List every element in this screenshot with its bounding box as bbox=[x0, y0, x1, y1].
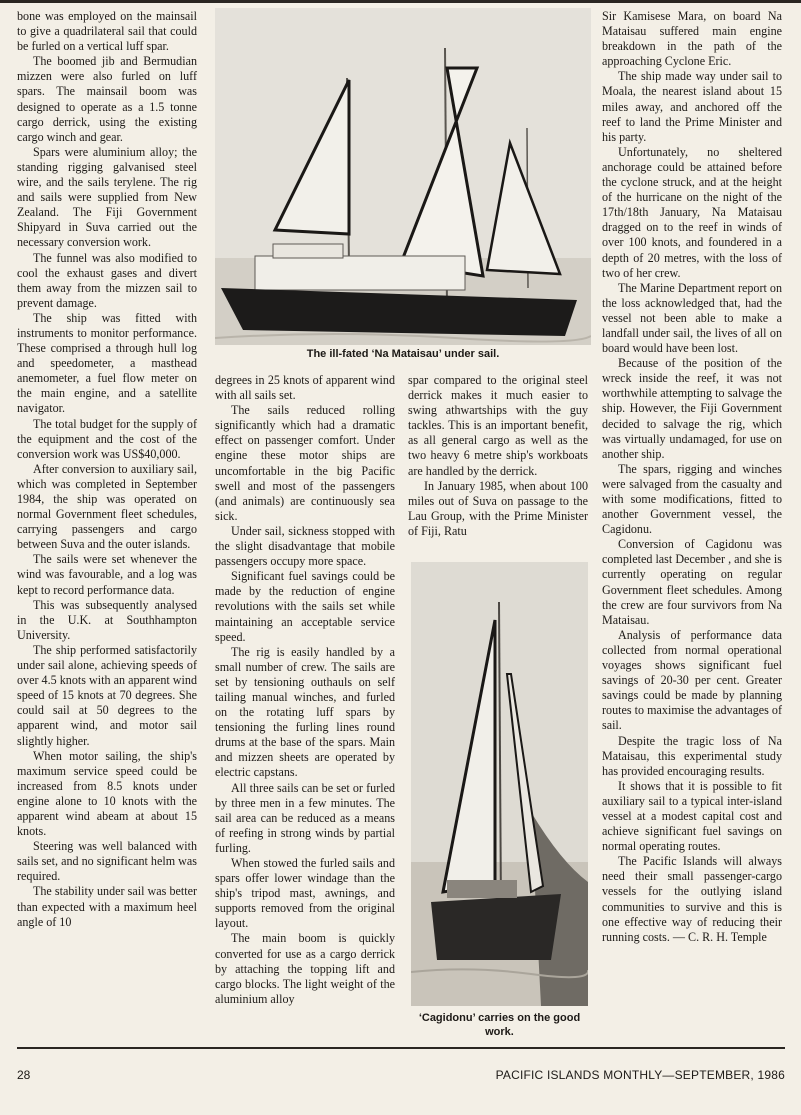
paragraph: The funnel was also modified to cool the exhaust gases and divert them away from the mizzen sail to prevent damage. bbox=[17, 250, 197, 310]
paragraph: This was subsequently analysed in the U.K. at Southhampton University. bbox=[17, 597, 197, 642]
paragraph: The Pacific Islands will always need their small passenger-cargo vessels for the outlying island communities to survive and this is one effective way of reducing their running costs. — C. R. H. Temple bbox=[602, 854, 782, 944]
ship-under-sail-illustration bbox=[215, 8, 591, 345]
article-column-2 bbox=[215, 373, 395, 1007]
paragraph: Unfortunately, no sheltered anchorage could be attained before the cyclone struck, and at the height of the hurricane on the night of the 17th/18th January, Na Mataisau dragged on to the reef in winds of over 100 knots, and foundered in a depth of 20 metres, with the loss of two of her crew. bbox=[602, 144, 782, 280]
ship-cagidonu-illustration bbox=[411, 562, 588, 1006]
paragraph: The boomed jib and Bermudian mizzen were also furled on luff spars. The mainsail boom was designed to operate as a 1.5 tonne cargo derrick, using the existing cargo winch and gear. bbox=[17, 54, 197, 144]
paragraph: Analysis of performance data collected from normal operational voyages shows significant fuel savings of 20-30 per cent. Greater savings could be made by planning routes to maximise the advantages of sail. bbox=[602, 627, 782, 733]
article-column-3 bbox=[408, 373, 588, 539]
paragraph: It shows that it is possible to fit auxiliary sail to a typical inter-island vessel at a modest capital cost and achieve significant fuel savings on normal operating routes. bbox=[602, 778, 782, 854]
page-number: 28 bbox=[17, 1068, 31, 1082]
paragraph: The sails were set whenever the wind was favourable, and a log was kept to record performance data. bbox=[17, 552, 197, 597]
paragraph: In January 1985, when about 100 miles out of Suva on passage to the Lau Group, with the Prime Minister of Fiji, Ratu bbox=[408, 478, 588, 538]
article-column-1 bbox=[17, 9, 197, 930]
paragraph: Steering was well balanced with sails set, and no significant helm was required. bbox=[17, 839, 197, 884]
paragraph: The stability under sail was better than expected with a maximum heel angle of 10 bbox=[17, 884, 197, 929]
paragraph: The spars, rigging and winches were salvaged from the casualty and with some modifications, fitted to another Government vessel, the Cagidonu. bbox=[602, 461, 782, 537]
photo-caption-1: The ill-fated ‘Na Mataisau’ under sail. bbox=[306, 348, 500, 360]
paragraph: The ship was fitted with instruments to monitor performance. These comprised a through hull log and speedometer, a masthead anemometer, a fuel flow meter on the main engine, and a satellite navigator. bbox=[17, 310, 197, 416]
paragraph: The main boom is quickly converted for use as a cargo derrick by attaching the topping lift and cargo blocks. The light weight of the aluminium alloy bbox=[215, 931, 395, 1006]
paragraph: Conversion of Cagidonu was completed last December , and she is currently operating on regular Government fleet schedules. Among the crew are four survivors from Na Mataisau. bbox=[602, 537, 782, 627]
photo-na-mataisau bbox=[215, 8, 591, 345]
paragraph: The ship made way under sail to Moala, the nearest island about 15 miles away, and anchored off the reef to land the Prime Minister and his party. bbox=[602, 69, 782, 144]
photo-cagidonu bbox=[411, 562, 588, 1006]
paragraph: Under sail, sickness stopped with the slight disadvantage that mobile passengers occupy more space. bbox=[215, 523, 395, 569]
paragraph: Spars were aluminium alloy; the standing rigging galvanised steel wire, and the sails terylene. The rig and sails were supplied from New Zealand. The Fiji Government Shipyard in Suva carried out the necessary conversion work. bbox=[17, 144, 197, 250]
paragraph: The sails reduced rolling significantly which had a dramatic effect on passenger comfort. Under engine these motor ships are uncomfortable in the big Pacific swell and most of the passengers (and animals) are continuously sea sick. bbox=[215, 403, 395, 523]
publication-footer: PACIFIC ISLANDS MONTHLY—SEPTEMBER, 1986 bbox=[495, 1068, 785, 1082]
paragraph: spar compared to the original steel derrick makes it much easier to swing athwartships with the guy tackles. This is an important benefit, as all general cargo as well as the two heavy 6 metre ship's workboats are handled by the derrick. bbox=[408, 373, 588, 478]
paragraph: degrees in 25 knots of apparent wind with all sails set. bbox=[215, 373, 395, 403]
paragraph: When stowed the furled sails and spars offer lower windage than the ship's tripod mast, awnings, and supports removed from the original layout. bbox=[215, 856, 395, 931]
photo-caption-2: ‘Cagidonu’ carries on the good work. bbox=[418, 1012, 581, 1038]
paragraph: Despite the tragic loss of Na Mataisau, this experimental study has provided encouraging results. bbox=[602, 733, 782, 778]
paragraph: The Marine Department report on the loss acknowledged that, had the vessel not been able to make a landfall under sail, the lives of all on board would have been lost. bbox=[602, 280, 782, 356]
paragraph: Sir Kamisese Mara, on board Na Mataisau suffered main engine breakdown in the path of the approaching Cyclone Eric. bbox=[602, 9, 782, 69]
paragraph: The total budget for the supply of the equipment and the cost of the conversion work was US$40,000. bbox=[17, 416, 197, 461]
paragraph: All three sails can be set or furled by three men in a few minutes. The sail area can be reduced as a means of reefing in strong winds by partial furling. bbox=[215, 780, 395, 855]
paragraph: The ship performed satisfactorily under sail alone, achieving speeds of over 4.5 knots with an apparent wind speed of 15 knots at 70 degrees. She could sail at 50 degrees to the apparent wind, and motor sail slightly higher. bbox=[17, 642, 197, 748]
paragraph: After conversion to auxiliary sail, which was completed in September 1984, the ship was operated on normal Government fleet schedules, carrying passengers and cargo between Suva and the outer islands. bbox=[17, 461, 197, 552]
paragraph: Because of the position of the wreck inside the reef, it was not worthwhile attempting to salvage the ship. However, the Fiji Government decided to salvage the rig, which was virtually undamaged, for use on another ship. bbox=[602, 356, 782, 461]
paragraph: Significant fuel savings could be made by the reduction of engine revolutions with the sails set while maintaining an acceptable service speed. bbox=[215, 569, 395, 644]
top-rule bbox=[0, 0, 801, 3]
paragraph: When motor sailing, the ship's maximum service speed could be increased from 8.5 knots under engine alone to 10 knots with the apparent wind abeam at about 15 knots. bbox=[17, 748, 197, 839]
article-column-4 bbox=[602, 9, 782, 945]
bottom-rule bbox=[17, 1047, 785, 1049]
paragraph: The rig is easily handled by a small number of crew. The sails are set by tensioning outhauls on self tailing manual winches, and furled on the rotating luff spars by tensioning the furling lines round drums at the base of the spars. Main and mizzen sheets are operated by electric capstans. bbox=[215, 644, 395, 780]
paragraph: bone was employed on the mainsail to give a quadrilateral sail that could be furled on a vertical luff spar. bbox=[17, 9, 197, 54]
